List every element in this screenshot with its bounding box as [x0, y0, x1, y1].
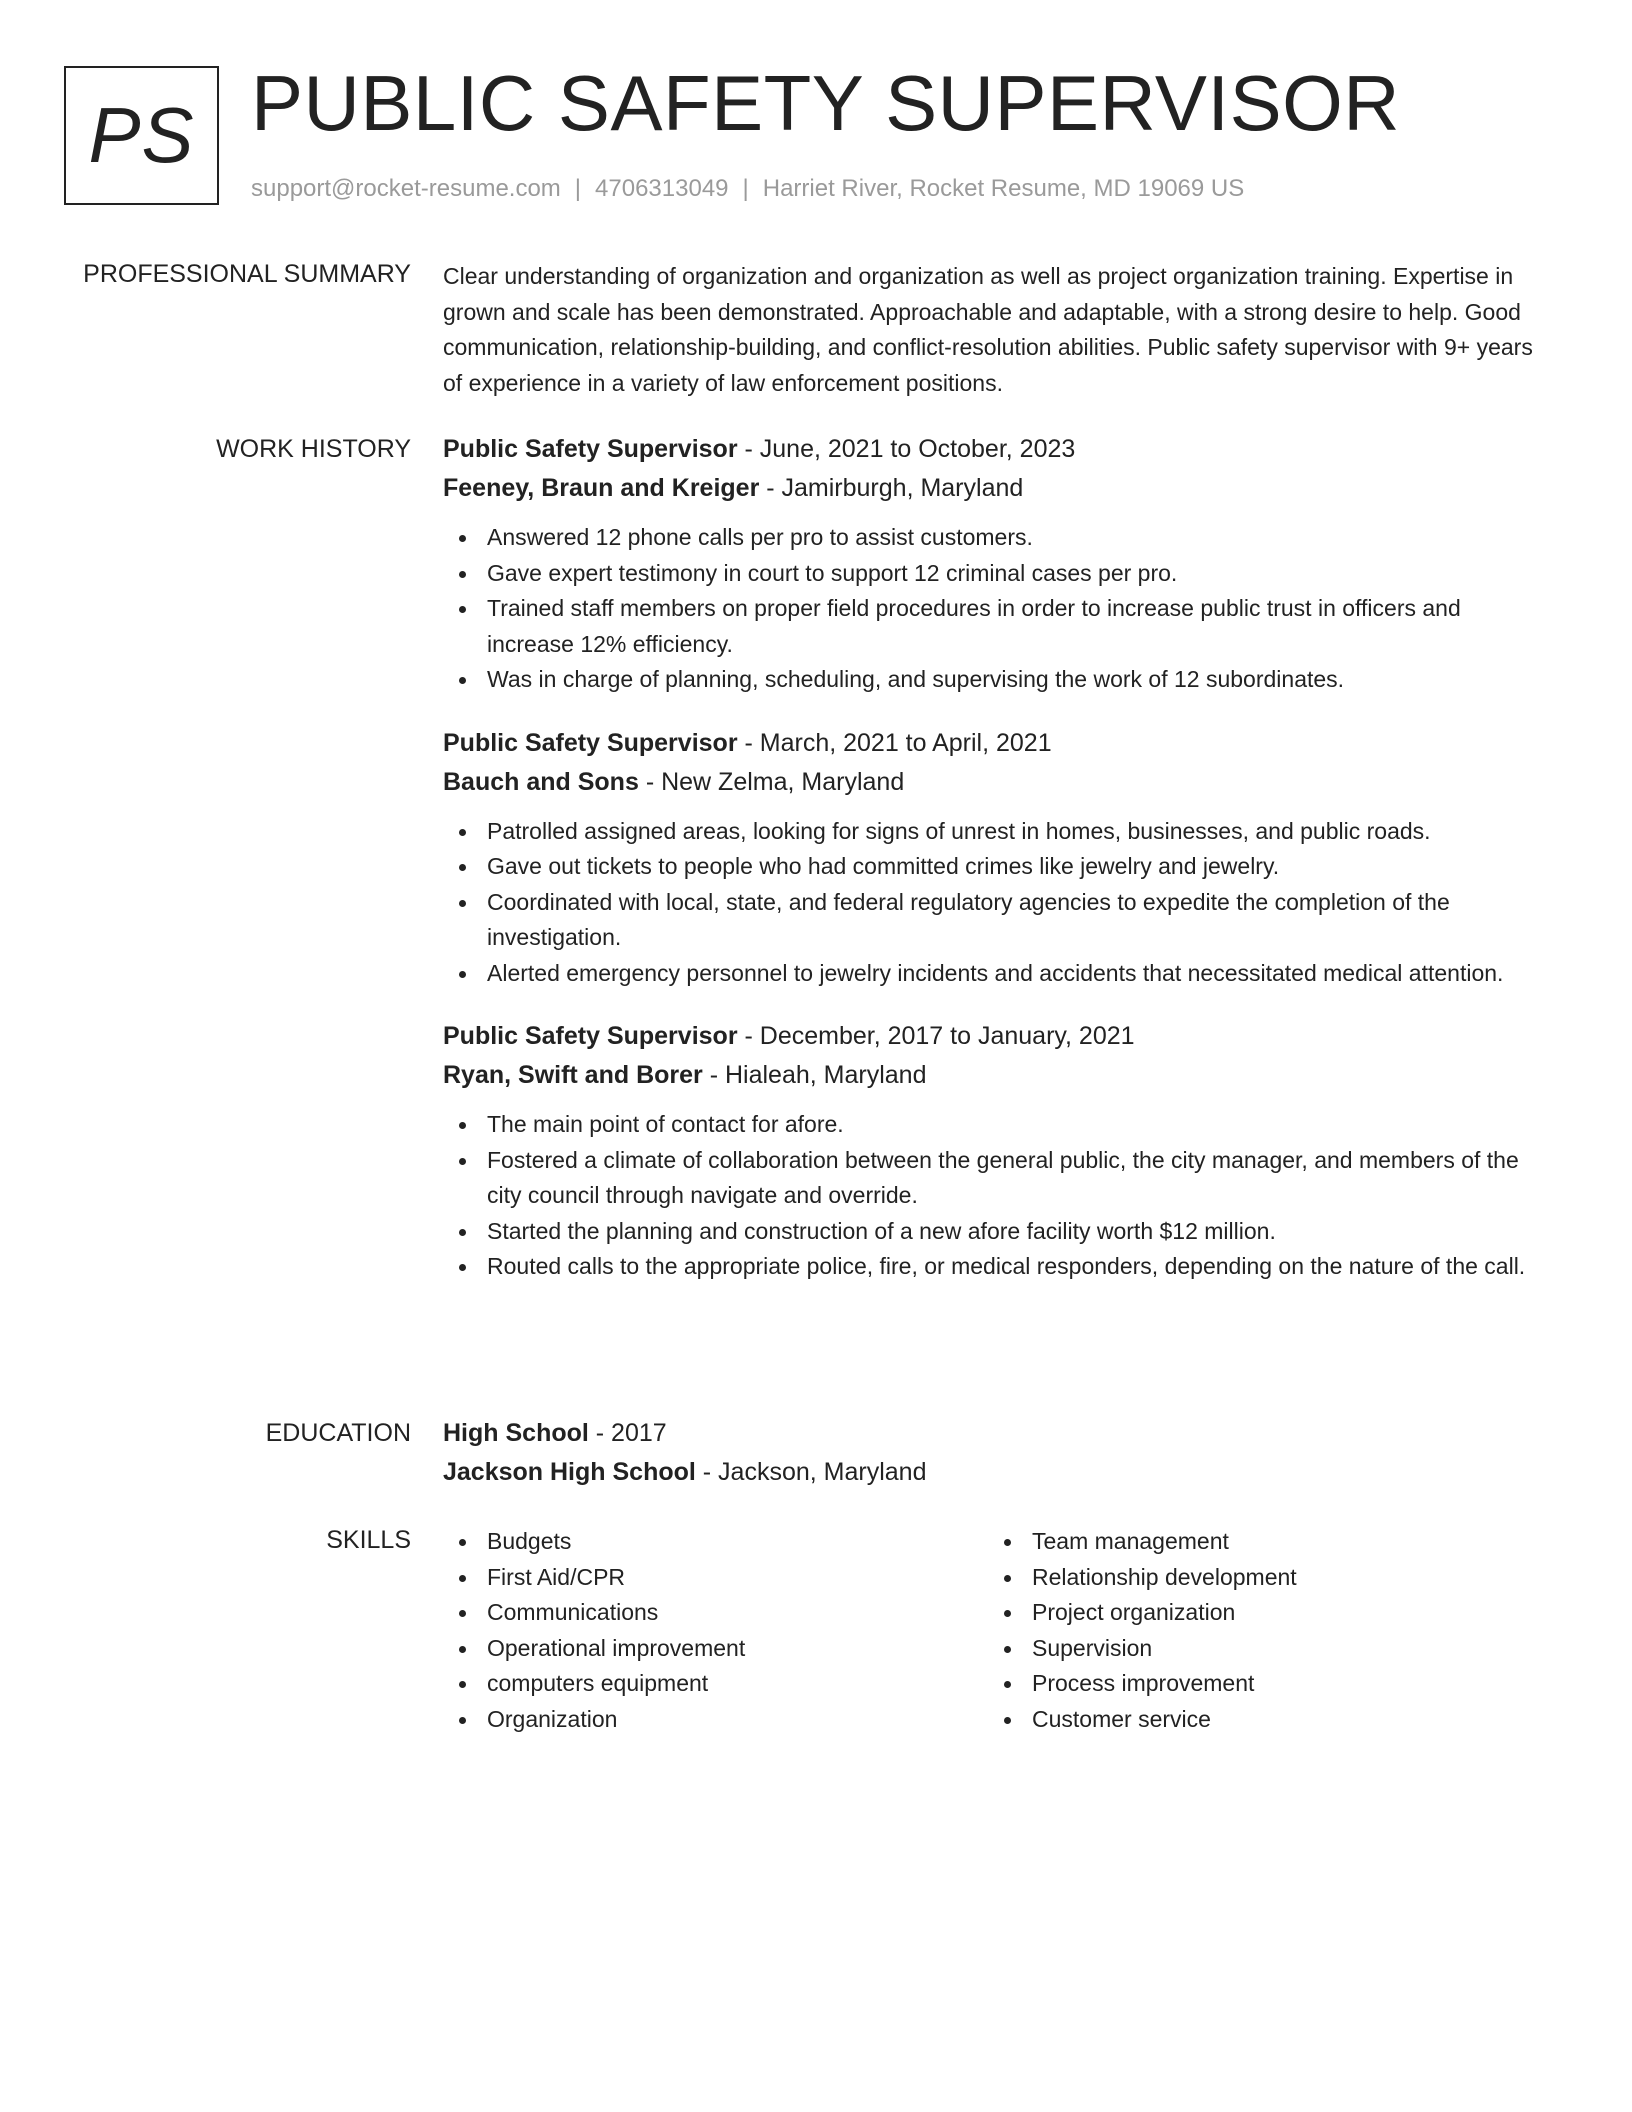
skills-body	[443, 1524, 1553, 1737]
skills-list	[443, 1524, 988, 1737]
work-history-label: WORK HISTORY	[216, 435, 411, 463]
education-degree: High School	[443, 1419, 589, 1447]
job-company-line	[443, 1056, 1553, 1095]
job-title: Public Safety Supervisor	[443, 435, 738, 463]
skills-list	[988, 1524, 1533, 1737]
education-body	[443, 1414, 1553, 1492]
skills-column-left	[443, 1524, 988, 1737]
skill-item: Operational improvement	[443, 1631, 988, 1667]
job-bullet: Answered 12 phone calls per pro to assist customers.	[443, 520, 1553, 556]
job-company: Ryan, Swift and Borer	[443, 1061, 703, 1089]
skill-item: First Aid/CPR	[443, 1560, 988, 1596]
job-bullet: Gave out tickets to people who had committed crimes like jewelry and jewelry.	[443, 849, 1553, 885]
skills-columns	[443, 1524, 1553, 1737]
summary-label: PROFESSIONAL SUMMARY	[83, 260, 411, 288]
education-location: - Jackson, Maryland	[695, 1458, 927, 1486]
job-location: - Hialeah, Maryland	[702, 1061, 927, 1089]
job-bullet: Alerted emergency personnel to jewelry incidents and accidents that necessitated medical attention.	[443, 956, 1553, 992]
contact-line	[251, 174, 1244, 204]
summary-text: Clear understanding of organization and organization as well as project organization training. Expertise in grown and scale has been demonstrated. Approachable and adaptable, with a strong desire to help. Good communication, relationship-building, and conflict-resolution abilities. Public safety supervisor with 9+ years of experience in a variety of law enforcement positions.	[443, 263, 1533, 396]
education-school: Jackson High School	[443, 1458, 696, 1486]
job-bullet: Coordinated with local, state, and federal regulatory agencies to expedite the completion of the investigation.	[443, 885, 1553, 956]
job-bullet: Patrolled assigned areas, looking for signs of unrest in homes, businesses, and public roads.	[443, 814, 1553, 850]
skill-item: computers equipment	[443, 1666, 988, 1702]
skill-item: Customer service	[988, 1702, 1533, 1738]
resume-name: PUBLIC SAFETY SUPERVISOR	[251, 59, 1401, 147]
job-bullets	[443, 520, 1553, 698]
initials-text: PS	[88, 91, 195, 179]
job-entry	[443, 430, 1553, 698]
job-bullet: Fostered a climate of collaboration between the general public, the city manager, and members of the city council through navigate and override.	[443, 1143, 1553, 1214]
job-company-line	[443, 469, 1553, 508]
job-bullet: Started the planning and construction of a new afore facility worth $12 million.	[443, 1214, 1553, 1250]
education-degree-line	[443, 1414, 1553, 1453]
job-bullet: The main point of contact for afore.	[443, 1107, 1553, 1143]
job-bullets	[443, 814, 1553, 992]
work-history-body	[443, 430, 1553, 1311]
education-label: EDUCATION	[265, 1419, 411, 1447]
job-bullet: Routed calls to the appropriate police, fire, or medical responders, depending on the nature of the call.	[443, 1249, 1553, 1285]
skill-item: Relationship development	[988, 1560, 1533, 1596]
education-year: - 2017	[588, 1419, 667, 1447]
job-company: Feeney, Braun and Kreiger	[443, 474, 760, 502]
job-dates: - March, 2021 to April, 2021	[737, 728, 1052, 757]
job-location: - Jamirburgh, Maryland	[759, 474, 1024, 502]
job-title-line	[443, 1017, 1553, 1056]
job-bullet: Trained staff members on proper field procedures in order to increase public trust in officers and increase 12% efficiency.	[443, 591, 1553, 662]
job-company-line	[443, 763, 1553, 802]
job-entry	[443, 724, 1553, 992]
skills-column-right	[988, 1524, 1533, 1737]
education-school-line	[443, 1453, 1553, 1492]
summary-body	[443, 259, 1553, 401]
job-location: - New Zelma, Maryland	[638, 767, 905, 796]
job-title-line	[443, 430, 1553, 469]
contact-separator: |	[574, 175, 582, 202]
skill-item: Budgets	[443, 1524, 988, 1560]
contact-separator: |	[742, 175, 749, 202]
job-company: Bauch and Sons	[443, 767, 639, 796]
initials-monogram	[64, 66, 219, 205]
contact-email: support@rocket-resume.com	[251, 175, 561, 202]
job-title-line	[443, 724, 1553, 763]
skill-item: Project organization	[988, 1595, 1533, 1631]
job-dates: - June, 2021 to October, 2023	[737, 435, 1076, 463]
job-bullet: Was in charge of planning, scheduling, and supervising the work of 12 subordinates.	[443, 662, 1553, 698]
job-bullet: Gave expert testimony in court to support 12 criminal cases per pro.	[443, 556, 1553, 592]
skill-item: Supervision	[988, 1631, 1533, 1667]
job-entry	[443, 1017, 1553, 1285]
skills-label: SKILLS	[326, 1526, 411, 1554]
contact-phone: 4706313049	[595, 175, 729, 202]
job-dates: - December, 2017 to January, 2021	[737, 1022, 1135, 1050]
job-bullets	[443, 1107, 1553, 1285]
skill-item: Communications	[443, 1595, 988, 1631]
skill-item: Organization	[443, 1702, 988, 1738]
job-title: Public Safety Supervisor	[443, 728, 738, 757]
contact-address: Harriet River, Rocket Resume, MD 19069 US	[762, 175, 1245, 202]
skill-item: Process improvement	[988, 1666, 1533, 1702]
skill-item: Team management	[988, 1524, 1533, 1560]
job-title: Public Safety Supervisor	[443, 1022, 738, 1050]
